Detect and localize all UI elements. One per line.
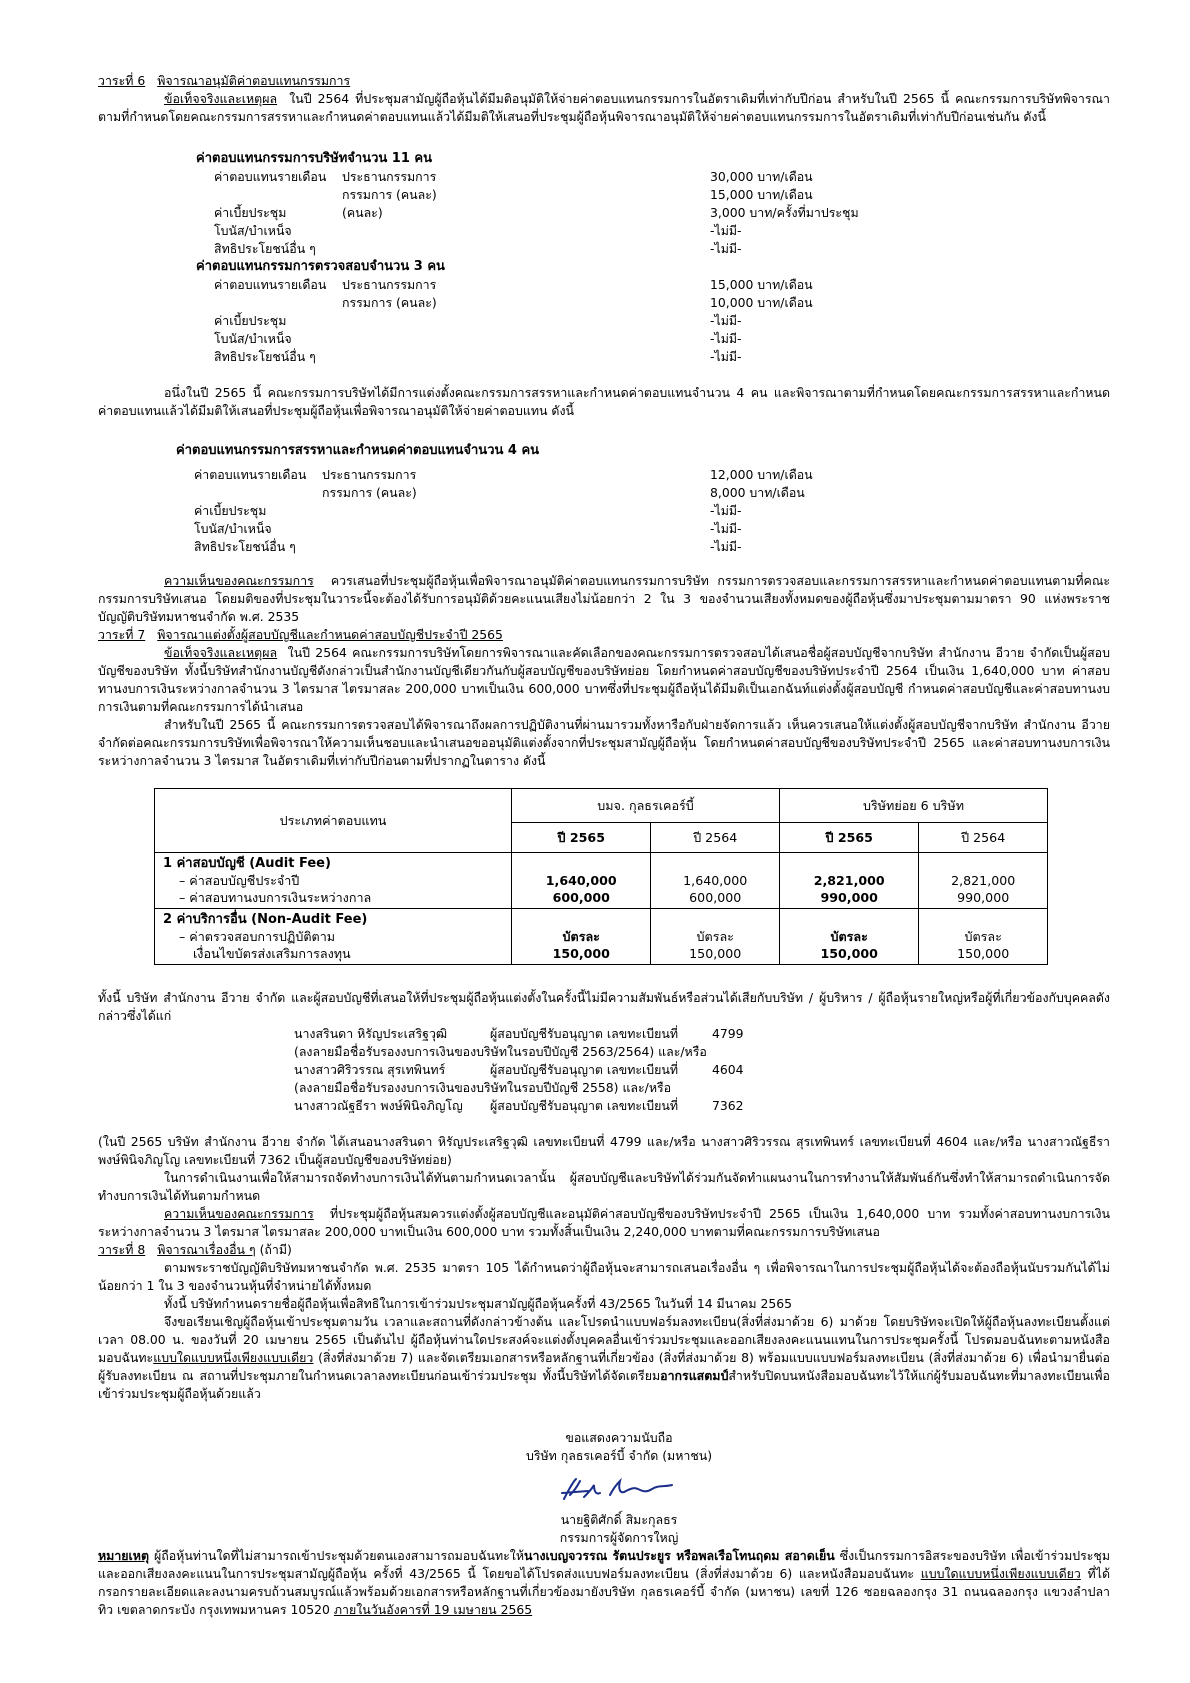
agenda-6-fact-label: ข้อเท็จจริงและเหตุผล	[164, 91, 278, 106]
auditor-list	[294, 1025, 1110, 1115]
nomination-fee-row	[98, 502, 1110, 520]
agenda-7-heading	[98, 626, 1110, 644]
audit-fee-label: ค่าตอบแทนรายเดือน	[214, 277, 327, 292]
agenda-6-opinion-label: ความเห็นของคณะกรรมการ	[164, 573, 314, 588]
company-year-2564: ปี 2564	[651, 823, 780, 853]
subs-2564-annual: 2,821,000	[951, 873, 1016, 888]
agenda-7-opinion-label: ความเห็นของคณะกรรมการ	[164, 1206, 314, 1221]
nomination-fee-value: -ไม่มี-	[710, 503, 742, 518]
auditor-no: 4799	[712, 1026, 744, 1041]
board-fee-sub: ประธานกรรมการ	[342, 169, 437, 184]
company-2565-interim: 600,000	[552, 890, 610, 905]
timing-text: ในการดำเนินงานเพื่อให้สามารถจัดทำงบการเงินได้ทันตามกำหนดเวลานั้น ผู้สอบบัญชีและบริษัทได้ร่วมกันจัดทำแผนงานในการทำงานให้สัมพันธ์กันซึ่งทำให้สามารถดำเนินการจัดทำงบการเงินได้ทันตามกำหนด	[98, 1170, 1110, 1203]
nomination-committee-text: อนึ่งในปี 2565 นี้ คณะกรรมการบริษัทได้มีการแต่งตั้งคณะกรรมการสรรหาและกำหนดค่าตอบแทนจำนวน 4 คน และพิจารณาตามที่กำหนดโดยคณะกรรมการสรรหาและกำหนดค่าตอบแทนแล้วได้มีมติให้เสนอที่ประชุมผู้ถือหุ้นเพื่อพิจารณาอนุมัติให้จ่ายค่าตอบแทน ดังนี้	[98, 385, 1110, 418]
company-2564-nonaudit: บัตรละ 150,000	[651, 909, 780, 965]
subs-year-2565: ปี 2565	[780, 823, 919, 853]
audit-fee-row	[98, 312, 1110, 330]
closing-regards: ขอแสดงความนับถือ	[565, 1430, 673, 1445]
subs-2564-nonaudit: บัตรละ 150,000	[919, 909, 1048, 965]
agenda-8-text-2: ทั้งนี้ บริษัทกำหนดรายชื่อผู้ถือหุ้นเพื่อสิทธิในการเข้าร่วมประชุมสามัญผู้ถือหุ้นครั้งที่ 43/2565 ในวันที่ 14 มีนาคม 2565	[164, 1296, 793, 1311]
audit-annual-label: – ค่าสอบบัญชีประจำปี	[179, 873, 300, 888]
nomination-fee-value: -ไม่มี-	[710, 521, 742, 536]
audit-fee-value: 15,000 บาท/เดือน	[710, 277, 813, 292]
nomination-fee-row	[98, 520, 1110, 538]
company-2565-annual: 1,640,000	[545, 873, 617, 888]
nomination-fee-label: โบนัส/บำเหน็จ	[194, 521, 272, 536]
agenda-6-opinion-text: ควรเสนอที่ประชุมผู้ถือหุ้นเพื่อพิจารณาอนุมัติค่าตอบแทนกรรมการบริษัท กรรมการตรวจสอบและกรรมการสรรหาและกำหนดค่าตอบแทนตามที่คณะกรรมการบริษัทเสนอ โดยมติของที่ประชุมในวาระนี้จะต้องได้รับการอนุมัติด้วยคะแนนเสียงไม่น้อยกว่า 2 ใน 3 ของจำนวนเสียงทั้งหมดของผู้ถือหุ้นซึ่งมาประชุมตามมาตรา 90 แห่งพระราชบัญญัติบริษัทมหาชนจำกัด พ.ศ. 2535	[98, 573, 1110, 624]
company-2564-annual: 1,640,000	[683, 873, 748, 888]
non-audit-fee-cell	[155, 909, 512, 965]
auditor-name: นางสาวณัฐธีรา พงษ์พินิจภิญโญ	[294, 1098, 463, 1113]
agenda-7-title: พิจารณาแต่งตั้งผู้สอบบัญชีและกำหนดค่าสอบบัญชีประจำปี 2565	[157, 627, 503, 642]
closing-company: บริษัท กุลธรเคอร์บี้ จำกัด (มหาชน)	[525, 1448, 713, 1463]
auditor-title: ผู้สอบบัญชีรับอนุญาต เลขทะเบียนที่	[490, 1062, 679, 1077]
audit-interim-label: – ค่าสอบทานงบการเงินระหว่างกาล	[179, 890, 372, 905]
subs-2565-annual: 2,821,000	[813, 873, 885, 888]
subs-2564-interim: 990,000	[957, 890, 1010, 905]
agenda-7-fact-text: ในปี 2564 คณะกรรมการบริษัทโดยการพิจารณาและคัดเลือกของคณะกรรมการตรวจสอบได้เสนอชื่อผู้สอบบัญชีจากบริษัท สำนักงาน อีวาย จำกัดเป็นผู้สอบบัญชีของบริษัท ทั้งนี้บริษัทสำนักงานบัญชีดังกล่าวเป็นสำนักงานบัญชีเดียวกันกับผู้สอบบัญชีของบริษัทย่อย โดยกำหนดค่าสอบบัญชีของบริษัทประจำปี 2564 เป็นเงิน 1,640,000 บาท ค่าสอบทานงบการเงินระหว่างกาลจำนวน 3 ไตรมาส ไตรมาสละ 200,000 บาทเป็นเงิน 600,000 บาทซึ่งที่ประชุมผู้ถือหุ้นได้มีมติเป็นเอกฉันท์แต่งตั้งผู้สอบบัญชี กำหนดค่าสอบบัญชีและค่าสอบทานงบการเงินตามที่คณะกรรมการได้นำเสนอ	[98, 645, 1110, 714]
auditor-row	[294, 1043, 1110, 1061]
non-audit-line-1: – ค่าตรวจสอบการปฏิบัติตาม	[179, 929, 336, 944]
signature-image	[554, 1473, 684, 1507]
audit-fee-label: โบนัส/บำเหน็จ	[214, 331, 292, 346]
nomination-fee-row	[98, 538, 1110, 556]
company-2564-interim: 600,000	[689, 890, 742, 905]
audit-fee-sub: ประธานกรรมการ	[342, 277, 437, 292]
auditor-title: ผู้สอบบัญชีรับอนุญาต เลขทะเบียนที่	[490, 1098, 679, 1113]
company-2564-audit	[651, 853, 780, 909]
audit-fee-value: -ไม่มี-	[710, 349, 742, 364]
nomination-fee-label: ค่าตอบแทนรายเดือน	[194, 467, 307, 482]
board-fee-row	[98, 168, 1110, 186]
audit-committee-fee-title: ค่าตอบแทนกรรมการตรวจสอบจำนวน 3 คน	[196, 259, 445, 274]
nomination-fee-row	[98, 466, 1110, 484]
board-fee-value: -ไม่มี-	[710, 223, 742, 238]
board-fee-sub: (คนละ)	[342, 205, 383, 220]
audit-fee-row	[98, 348, 1110, 366]
board-fee-row	[98, 186, 1110, 204]
agenda-6-number: วาระที่ 6	[98, 73, 146, 88]
nomination-fee-sub: ประธานกรรมการ	[322, 467, 417, 482]
board-fee-value: -ไม่มี-	[710, 241, 742, 256]
auditor-relation-text: ทั้งนี้ บริษัท สำนักงาน อีวาย จำกัด และผู้สอบบัญชีที่เสนอให้ที่ประชุมผู้ถือหุ้นแต่งตั้งในครั้งนี้ไม่มีความสัมพันธ์หรือส่วนได้เสียกับบริษัท / ผู้บริหาร / ผู้ถือหุ้นรายใหญ่หรือผู้ที่เกี่ยวข้องกับบุคคลดังกล่าวซึ่งได้แก่	[98, 990, 1110, 1023]
auditor-no: 7362	[712, 1098, 744, 1113]
audit-fee-title: 1 ค่าสอบบัญชี (Audit Fee)	[163, 856, 331, 871]
non-audit-fee-title: 2 ค่าบริการอื่น (Non-Audit Fee)	[163, 912, 368, 927]
auditor-name: นางสาวศิริวรรณ สุรเทพินทร์	[294, 1062, 446, 1077]
audit-fee-row	[98, 330, 1110, 348]
auditor-note: (ลงลายมือชื่อรับรองงบการเงินของบริษัทในรอบปีบัญชี 2558) และ/หรือ	[294, 1080, 672, 1095]
auditor-row	[294, 1079, 1110, 1097]
audit-fee-row	[98, 276, 1110, 294]
audit-fee-value: -ไม่มี-	[710, 313, 742, 328]
fee-type-header: ประเภทค่าตอบแทน	[155, 789, 512, 853]
nomination-fee-value: 12,000 บาท/เดือน	[710, 467, 813, 482]
auditor-row	[294, 1025, 1110, 1043]
board-fee-title: ค่าตอบแทนกรรมการบริษัทจำนวน 11 คน	[196, 151, 432, 166]
board-fee-row	[98, 240, 1110, 258]
nomination-fee-title: ค่าตอบแทนกรรมการสรรหาและกำหนดค่าตอบแทนจำนวน 4 คน	[176, 443, 540, 458]
auditor-no: 4604	[712, 1062, 744, 1077]
nomination-fee-sub: กรรมการ (คนละ)	[322, 485, 417, 500]
agenda-6-opinion	[98, 572, 1110, 626]
signer-position: กรรมการผู้จัดการใหญ่	[559, 1530, 679, 1545]
company-header: บมจ. กุลธรเคอร์บี้	[512, 789, 780, 823]
subs-year-2564: ปี 2564	[919, 823, 1048, 853]
auditor-row	[294, 1097, 1110, 1115]
audit-fee-sub: กรรมการ (คนละ)	[342, 295, 437, 310]
board-fee-sub: กรรมการ (คนละ)	[342, 187, 437, 202]
nomination-fee-value: 8,000 บาท/เดือน	[710, 485, 805, 500]
auditor-title: ผู้สอบบัญชีรับอนุญาต เลขทะเบียนที่	[490, 1026, 679, 1041]
agenda-8-number: วาระที่ 8	[98, 1242, 146, 1257]
board-fee-label: ค่าเบี้ยประชุม	[214, 205, 287, 220]
board-fee-label: โบนัส/บำเหน็จ	[214, 223, 292, 238]
board-fee-row	[98, 222, 1110, 240]
company-2565-audit	[512, 853, 651, 909]
agenda-7-number: วาระที่ 7	[98, 627, 146, 642]
auditor-name: นางสรินดา หิรัญประเสริฐวุฒิ	[294, 1026, 448, 1041]
nomination-fee-row	[98, 484, 1110, 502]
agenda-8-suffix: (ถ้ามี)	[259, 1242, 292, 1257]
nomination-fee-value: -ไม่มี-	[710, 539, 742, 554]
footnote-label: หมายเหตุ	[98, 1548, 150, 1563]
board-fee-rows	[98, 168, 1110, 258]
subs-2565-interim: 990,000	[820, 890, 878, 905]
audit-fee-row	[98, 294, 1110, 312]
agenda-6-fact	[98, 90, 1110, 126]
auditor-note: (ลงลายมือชื่อรับรองงบการเงินของบริษัทในรอบปีบัญชี 2563/2564) และ/หรือ	[294, 1044, 707, 1059]
audit-fee-cell	[155, 853, 512, 909]
board-fee-value: 30,000 บาท/เดือน	[710, 169, 813, 184]
company-2565-nonaudit: บัตรละ 150,000	[512, 909, 651, 965]
signer-name: นายฐิติศักดิ์ สิมะกุลธร	[560, 1512, 678, 1527]
board-fee-value: 3,000 บาท/ครั้งที่มาประชุม	[710, 205, 859, 220]
board-fee-label: สิทธิประโยชน์อื่น ๆ	[214, 241, 316, 256]
agenda-7-opinion	[98, 1205, 1110, 1241]
board-fee-label: ค่าตอบแทนรายเดือน	[214, 169, 327, 184]
subs-2565-audit	[780, 853, 919, 909]
footnote: หมายเหตุ ผู้ถือหุ้นท่านใดที่ไม่สามารถเข้าประชุมด้วยตนเองสามารถมอบฉันทะให้นางเบญจวรรณ รัตนประยูร หรือพลเรือโทนฤดม สอาดเย็น ซึ่งเป็นกรรมการอิสระของบริษัท เพื่อเข้าร่วมประชุมและออกเสียงลงคะแนนในการประชุมสามัญผู้ถือหุ้น ครั้งที่ 43/2565 นี้ โดยขอได้โปรดส่งแบบฟอร์มลงทะเบียน (สิ่งที่ส่งมาด้วย 6) และหนังสือมอบฉันทะ แบบใดแบบหนึ่งเพียงแบบเดียว ที่ได้กรอกรายละเอียดและลงนามครบถ้วนสมบูรณ์แล้วพร้อมด้วยเอกสารหรือหลักฐานที่เกี่ยวข้องมายังบริษัท กุลธรเคอร์บี้ จำกัด (มหาชน) เลขที่ 126 ซอยฉลองกรุง 31 ถนนฉลองกรุง แขวงลำปลาทิว เขตลาดกระบัง กรุงเทพมหานคร 10520 ภายในวันอังคารที่ 19 เมษายน 2565	[98, 1548, 1110, 1617]
invitation-text: จึงขอเรียนเชิญผู้ถือหุ้นเข้าประชุมตามวัน เวลาและสถานที่ดังกล่าวข้างต้น และโปรดนำแบบฟอร์มลงทะเบียน(สิ่งที่ส่งมาด้วย 6) มาด้วย โดยบริษัทจะเปิดให้ผู้ถือหุ้นลงทะเบียนตั้งแต่เวลา 08.00 น. ของวันที่ 20 เมษายน 2565 เป็นต้นไป ผู้ถือหุ้นท่านใดประสงค์จะแต่งตั้งบุคคลอื่นเข้าร่วมประชุมและออกเสียงลงคะแนนแทนในการประชุมครั้งนี้ โปรดมอบฉันทะตามหนังสือมอบฉันทะแบบใดแบบหนึ่งเพียงแบบเดียว (สิ่งที่ส่งมาด้วย 7) และจัดเตรียมเอกสารหรือหลักฐานที่เกี่ยวข้อง (สิ่งที่ส่งมาด้วย 8) พร้อมแบบแบบฟอร์มลงทะเบียน (สิ่งที่ส่งมาด้วย 6) เพื่อนำมายื่นต่อผู้รับลงทะเบียน ณ สถานที่ประชุมภายในกำหนดเวลาลงทะเบียนก่อนเข้าร่วมประชุม ทั้งนี้บริษัทได้จัดเตรียมอากรแสตมป์สำหรับปิดบนหนังสือมอบฉันทะไว้ให้แก่ผู้รับมอบฉันทะที่มาลงทะเบียนเพื่อเข้าร่วมประชุมผู้ถือหุ้นด้วยแล้ว	[98, 1314, 1110, 1401]
auditor-row	[294, 1061, 1110, 1079]
agenda-8-text-1: ตามพระราชบัญญัติบริษัทมหาชนจำกัด พ.ศ. 2535 มาตรา 105 ได้กำหนดว่าผู้ถือหุ้นจะสามารถเสนอเรื่องอื่น ๆ เพื่อพิจารณาในการประชุมผู้ถือหุ้นได้จะต้องถือหุ้นนับรวมกันได้ไม่น้อยกว่า 1 ใน 3 ของจำนวนหุ้นที่จำหน่ายได้ทั้งหมด	[98, 1260, 1110, 1293]
nomination-fee-label: ค่าเบี้ยประชุม	[194, 503, 267, 518]
audit-fee-value: 10,000 บาท/เดือน	[710, 295, 813, 310]
closing-block	[128, 1429, 1110, 1547]
agenda-7-fact	[98, 644, 1110, 716]
agenda-6-title: พิจารณาอนุมัติค่าตอบแทนกรรมการ	[157, 73, 351, 88]
non-audit-line-2: เงื่อนไขบัตรส่งเสริมการลงทุน	[193, 946, 351, 961]
audit-fee-label: ค่าเบี้ยประชุม	[214, 313, 287, 328]
nomination-fee-label: สิทธิประโยชน์อื่น ๆ	[194, 539, 296, 554]
board-fee-row	[98, 204, 1110, 222]
subsidiary-auditor-note: (ในปี 2565 บริษัท สำนักงาน อีวาย จำกัด ได้เสนอนางสรินดา หิรัญประเสริฐวุฒิ เลขทะเบียนที่ 4799 และ/หรือ นางสาวศิริวรรณ สุรเทพินทร์ เลขทะเบียนที่ 4604 และ/หรือ นางสาวณัฐธีรา พงษ์พินิจภิญโญ เลขทะเบียนที่ 7362 เป็นผู้สอบบัญชีของบริษัทย่อย)	[98, 1134, 1110, 1167]
board-fee-value: 15,000 บาท/เดือน	[710, 187, 813, 202]
agenda-8-title: พิจารณาเรื่องอื่น ๆ	[157, 1242, 256, 1257]
agenda-6-heading	[98, 72, 1110, 90]
document-page	[98, 72, 1110, 1619]
audit-fee-label: สิทธิประโยชน์อื่น ๆ	[214, 349, 316, 364]
agenda-7-opinion-text: ที่ประชุมผู้ถือหุ้นสมควรแต่งตั้งผู้สอบบัญชีและอนุมัติค่าสอบบัญชีของบริษัทประจำปี 2565 เป็นเงิน 1,640,000 บาท รวมทั้งค่าสอบทานงบการเงินระหว่างกาลจำนวน 3 ไตรมาส ไตรมาสละ 200,000 บาทเป็นเงิน 600,000 บาท รวมทั้งสิ้นเป็นเงิน 2,240,000 บาทตามที่คณะกรรมการบริษัทเสนอ	[98, 1206, 1110, 1239]
audit-fee-table	[154, 788, 1048, 965]
subsidiaries-header: บริษัทย่อย 6 บริษัท	[780, 789, 1048, 823]
agenda-8-heading	[98, 1241, 1110, 1259]
subs-2565-nonaudit: บัตรละ 150,000	[780, 909, 919, 965]
agenda-7-fact-2: สำหรับในปี 2565 นี้ คณะกรรมการตรวจสอบได้พิจารณาถึงผลการปฏิบัติงานที่ผ่านมารวมทั้งหารือกับฝ่ายจัดการแล้ว เห็นควรเสนอให้แต่งตั้งผู้สอบบัญชีจากบริษัท สำนักงาน อีวาย จำกัดต่อคณะกรรมการบริษัทเพื่อพิจารณาให้ความเห็นชอบและนำเสนอขออนุมัติแต่งตั้งจากที่ประชุมสามัญผู้ถือหุ้น โดยกำหนดค่าสอบบัญชีของบริษัทประจำปี 2565 และค่าสอบทานงบการเงินระหว่างกาลจำนวน 3 ไตรมาส ในอัตราเดิมที่เท่ากับปีก่อนตามที่ปรากฏในตาราง ดังนี้	[98, 717, 1110, 768]
subs-2564-audit	[919, 853, 1048, 909]
agenda-6-fact-text: ในปี 2564 ที่ประชุมสามัญผู้ถือหุ้นได้มีมติอนุมัติให้จ่ายค่าตอบแทนกรรมการในอัตราเดิมที่เท่ากับปีก่อน สำหรับในปี 2565 นี้ คณะกรรมการบริษัทพิจารณาตามที่กำหนดโดยคณะกรรมการสรรหาและกำหนดค่าตอบแทนแล้วได้มีมติให้เสนอที่ประชุมผู้ถือหุ้นพิจารณาอนุมัติให้จ่ายค่าตอบแทนกรรมการในอัตราเดิมที่เท่ากับปีก่อนเช่นกัน ดังนี้	[98, 91, 1110, 124]
nomination-fee-rows	[98, 466, 1110, 556]
agenda-7-fact-label: ข้อเท็จจริงและเหตุผล	[164, 645, 278, 660]
audit-fee-value: -ไม่มี-	[710, 331, 742, 346]
company-year-2565: ปี 2565	[512, 823, 651, 853]
audit-committee-fee-rows	[98, 276, 1110, 366]
